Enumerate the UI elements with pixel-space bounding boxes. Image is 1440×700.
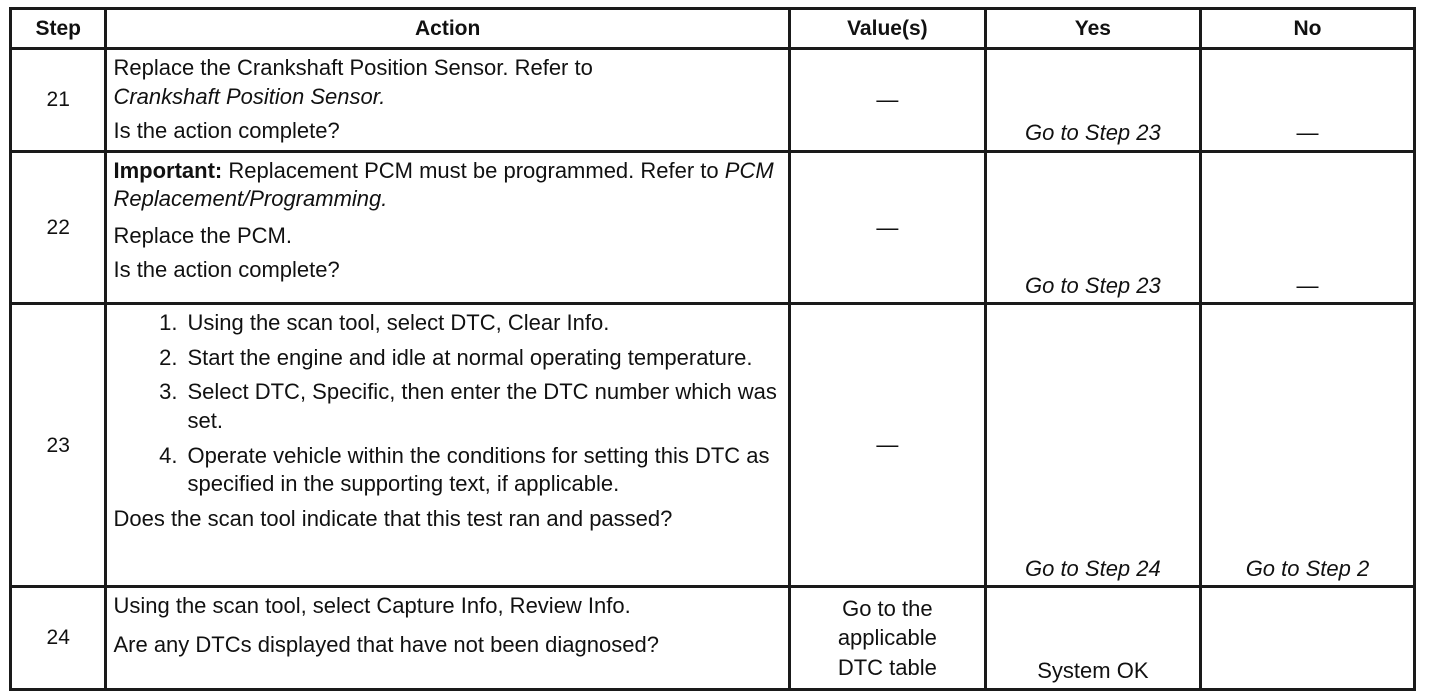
reference-link: PCM Replacement/Programming. [113,157,774,212]
action-question: Does the scan tool indicate that this test ran and passed? [113,505,673,531]
value-line: DTC table [837,654,937,680]
list-text: Operate vehicle within the conditions for setting this DTC as specified in the supporting text, if applicable. [187,442,770,497]
value-line: Go to the [842,595,933,621]
no-cell: Go to Step 2 [1200,304,1414,587]
header-yes: Yes [985,9,1200,49]
list-number: 4. [159,442,178,468]
value-cell [789,49,985,152]
value-cell [789,304,985,587]
yes-cell: Go to Step 23 [985,151,1200,304]
yes-cell: System OK [985,587,1200,690]
step-number: 22 [11,151,106,304]
header-row [11,9,1415,49]
value-dash: — [876,432,899,458]
procedure-list [113,309,781,499]
list-item [113,309,781,338]
diagnostic-table [9,7,1416,691]
action-cell [106,151,789,304]
list-item [113,344,781,373]
list-item [113,442,781,499]
no-cell [1200,587,1414,690]
action-text: Replace the PCM. [113,222,292,248]
list-text: Using the scan tool, select DTC, Clear Info. [187,310,610,336]
action-question: Are any DTCs displayed that have not been diagnosed? [113,631,659,657]
value-dash: — [876,86,899,112]
yes-cell: Go to Step 23 [985,49,1200,152]
important-text: Replacement PCM must be programmed. Refer to [222,157,725,183]
action-text: Using the scan tool, select Capture Info, Review Info. [113,593,631,619]
value-dash: — [876,214,899,240]
step-number: 24 [11,587,106,690]
table-row [11,151,1415,304]
no-cell: — [1200,49,1414,152]
step-number: 21 [11,49,106,152]
important-label: Important: [113,157,223,183]
list-number: 3. [159,379,178,405]
header-step: Step [11,9,106,49]
header-action: Action [106,9,789,49]
value-line: applicable [837,625,937,651]
reference-link: Crankshaft Position Sensor. [113,83,386,109]
no-cell: — [1200,151,1414,304]
value-cell [789,151,985,304]
action-cell [106,49,789,152]
list-item [113,378,781,435]
list-text: Start the engine and idle at normal operating temperature. [187,344,753,370]
list-number: 2. [159,344,178,370]
value-cell [789,587,985,690]
header-values: Value(s) [789,9,985,49]
header-no: No [1200,9,1414,49]
yes-cell: Go to Step 24 [985,304,1200,587]
table-row [11,49,1415,152]
list-number: 1. [159,310,178,336]
action-question: Is the action complete? [113,257,340,283]
action-cell [106,304,789,587]
step-number: 23 [11,304,106,587]
action-cell [106,587,789,690]
action-text: Replace the Crankshaft Position Sensor. Refer to [113,55,593,80]
table-row [11,587,1415,690]
action-question: Is the action complete? [113,118,340,144]
list-text: Select DTC, Specific, then enter the DTC number which was set. [187,379,777,434]
table-row [11,304,1415,587]
